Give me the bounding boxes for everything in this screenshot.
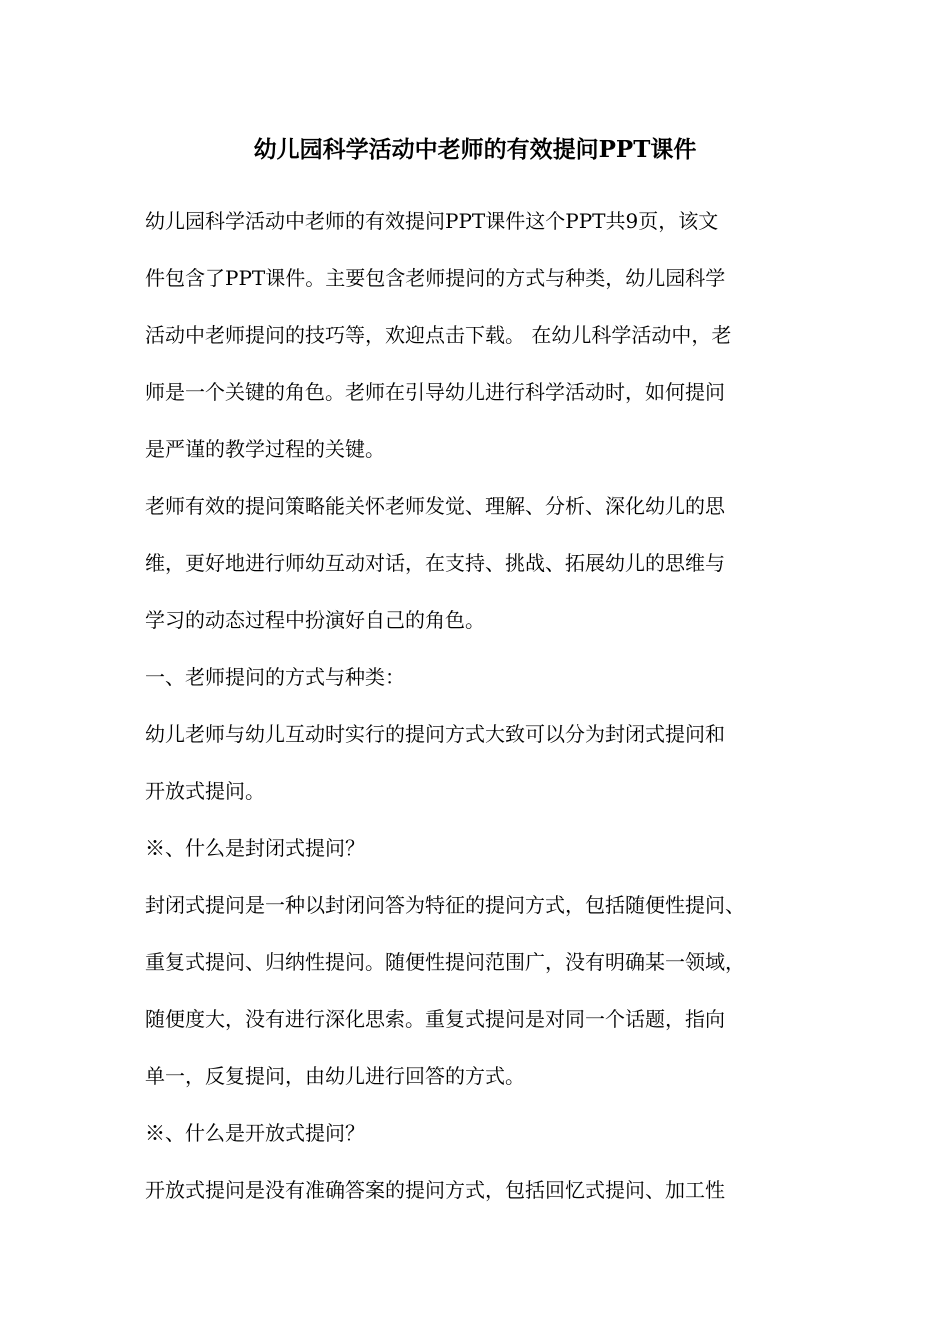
body-line-18: 开放式提问是没有准确答案的提问方式，包括回忆式提问、加工性 bbox=[145, 1178, 725, 1202]
body-line-15: 随便度大，没有进行深化思索。重复式提问是对同一个话题，指向 bbox=[145, 1007, 725, 1031]
body-line-2: 件包含了PPT课件。主要包含老师提问的方式与种类，幼儿园科学 bbox=[145, 266, 726, 290]
body-line-5: 是严谨的教学过程的关键。 bbox=[145, 437, 385, 461]
body-line-6: 老师有效的提问策略能关怀老师发觉、理解、分析、深化幼儿的思 bbox=[145, 494, 725, 518]
body-line-7: 维，更好地进行师幼互动对话，在支持、挑战、拓展幼儿的思维与 bbox=[145, 551, 725, 575]
body-line-14: 重复式提问、归纳性提问。随便性提问范围广，没有明确某一领域， bbox=[145, 950, 745, 974]
body-line-10: 幼儿老师与幼儿互动时实行的提问方式大致可以分为封闭式提问和 bbox=[145, 722, 725, 746]
subheading-closed-question: ※、什么是封闭式提问？ bbox=[145, 836, 365, 860]
body-line-1: 幼儿园科学活动中老师的有效提问PPT课件这个PPT共9页，该文 bbox=[145, 209, 719, 233]
document-title: 幼儿园科学活动中老师的有效提问PPT课件 bbox=[253, 136, 697, 163]
body-line-11: 开放式提问。 bbox=[145, 779, 265, 803]
body-line-16: 单一，反复提问，由幼儿进行回答的方式。 bbox=[145, 1064, 525, 1088]
subheading-open-question: ※、什么是开放式提问？ bbox=[145, 1121, 365, 1145]
body-line-4: 师是一个关键的角色。老师在引导幼儿进行科学活动时，如何提问 bbox=[145, 380, 725, 404]
body-line-3: 活动中老师提问的技巧等，欢迎点击下载。 在幼儿科学活动中，老 bbox=[145, 323, 732, 347]
section-heading-1: 一、老师提问的方式与种类： bbox=[145, 665, 405, 689]
body-line-13: 封闭式提问是一种以封闭问答为特征的提问方式，包括随便性提问、 bbox=[145, 893, 745, 917]
body-line-8: 学习的动态过程中扮演好自己的角色。 bbox=[145, 608, 485, 632]
